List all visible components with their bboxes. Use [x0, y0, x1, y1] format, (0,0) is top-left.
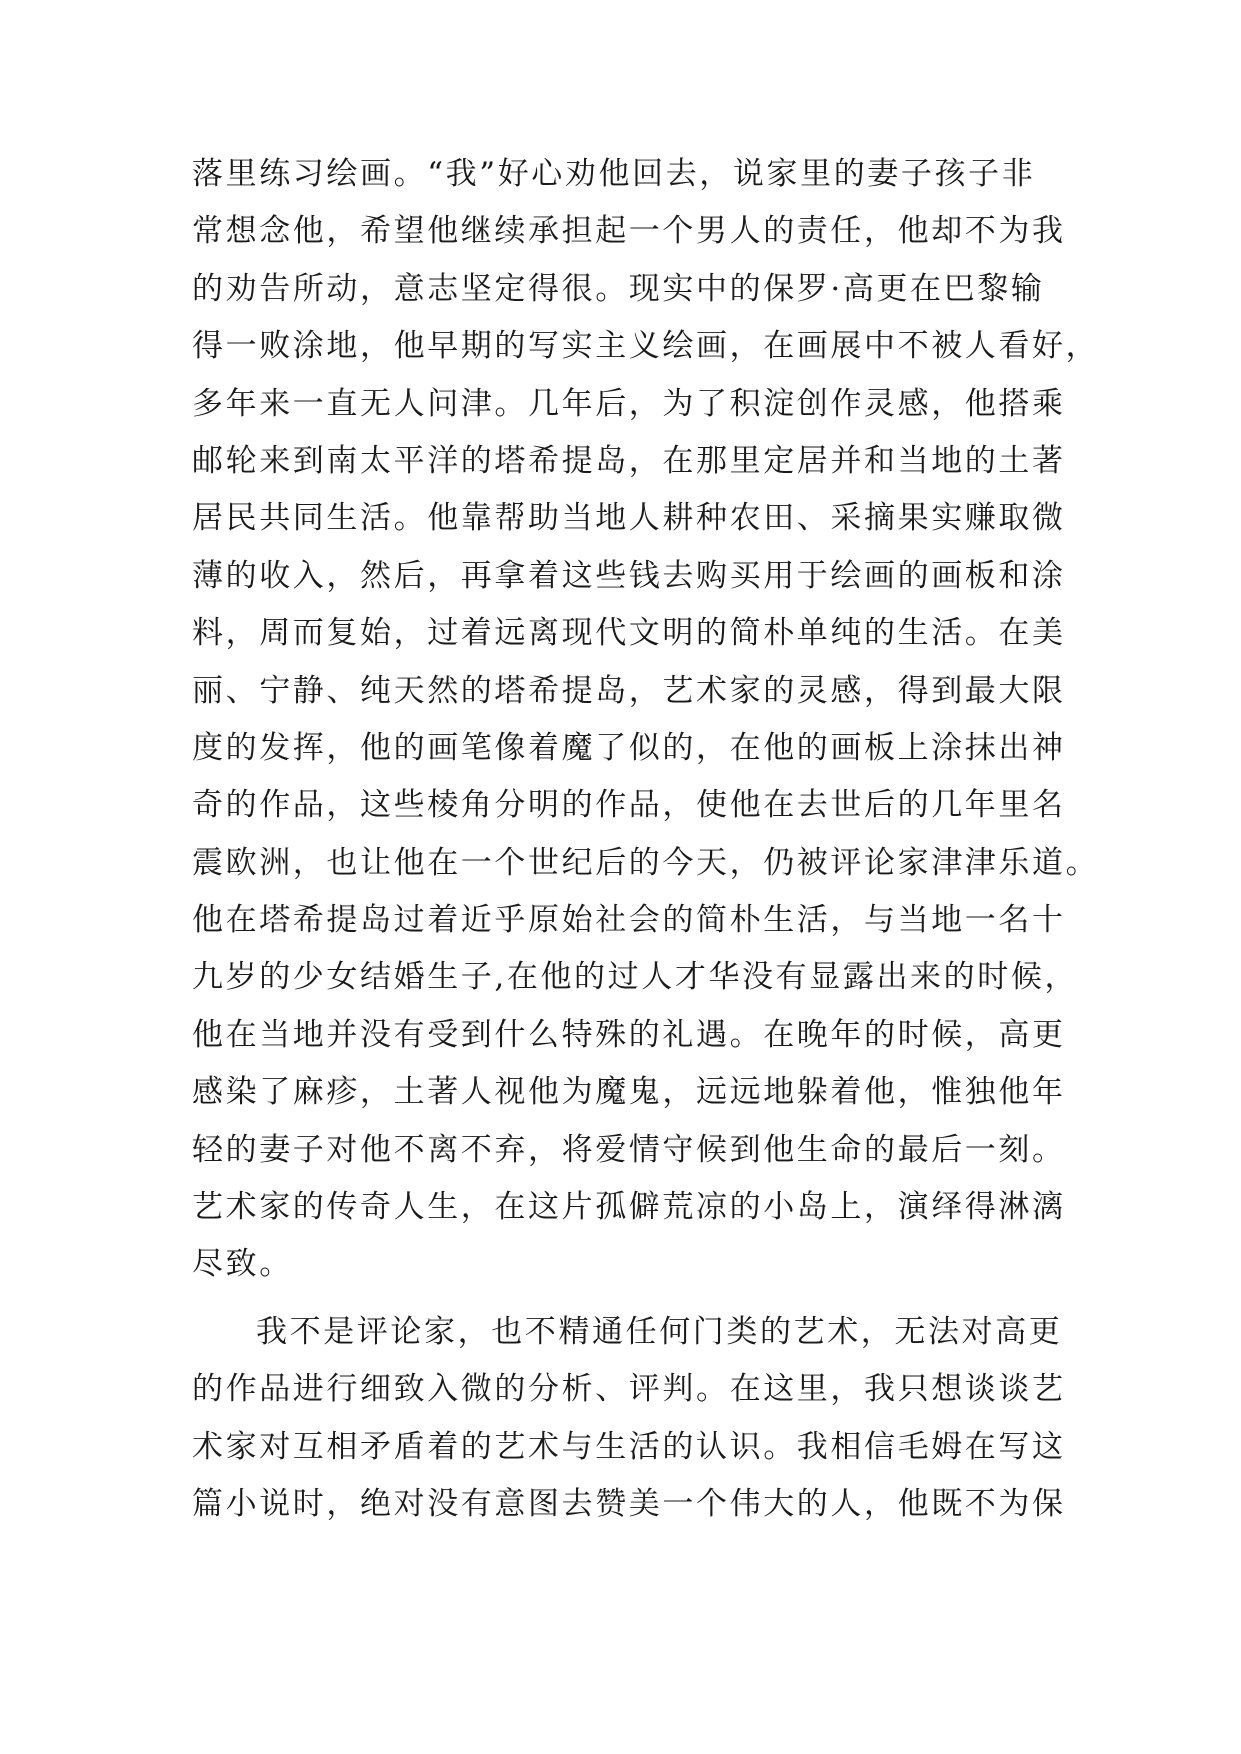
- text-line: 多年来一直无人问津。几年后，为了积淀创作灵感，他搭乘: [192, 385, 1066, 422]
- text-line: 他在塔希提岛过着近乎原始社会的简朴生活，与当地一名十: [192, 902, 1066, 939]
- paragraph-1: [192, 146, 1100, 1294]
- text-line: 的劝告所动，意志坚定得很。现实中的保罗·高更在巴黎输: [192, 270, 1045, 307]
- text-line: 奇的作品，这些棱角分明的作品，使他在去世后的几年里名: [192, 787, 1066, 824]
- text-line: 常想念他，希望他继续承担起一个男人的责任，他却不为我: [192, 213, 1066, 250]
- text-line: 薄的收入，然后，再拿着这些钱去购买用于绘画的画板和涂: [192, 557, 1066, 594]
- text-line: 九岁的少女结婚生子,在他的过人才华没有显露出来的时候，: [192, 959, 1079, 996]
- text-line: 篇小说时，绝对没有意图去赞美一个伟大的人，他既不为保: [192, 1485, 1066, 1522]
- text-line: 落里练习绘画。“我”好心劝他回去，说家里的妻子孩子非: [192, 156, 1036, 192]
- text-line: 的作品进行细致入微的分析、评判。在这里，我只想谈谈艺: [192, 1371, 1066, 1408]
- text-line: 感染了麻疹，土著人视他为魔鬼，远远地躲着他，惟独他年: [192, 1074, 1066, 1111]
- paragraph-spacer: [192, 1294, 1062, 1304]
- text-line: 他在当地并没有受到什么特殊的礼遇。在晚年的时候，高更: [192, 1016, 1066, 1053]
- text-line: 我不是评论家，也不精通任何门类的艺术，无法对高更: [256, 1313, 1063, 1350]
- text-line: 丽、宁静、纯天然的塔希提岛，艺术家的灵感，得到最大限: [192, 672, 1066, 709]
- paragraph-2: [192, 1304, 1066, 1534]
- text-line: 料，周而复始，过着远离现代文明的简朴单纯的生活。在美: [192, 615, 1066, 652]
- text-line: 尽致。: [192, 1246, 293, 1283]
- text-line: 邮轮来到南太平洋的塔希提岛，在那里定居并和当地的土著: [192, 442, 1066, 479]
- text-line: 轻的妻子对他不离不弃，将爱情守候到他生命的最后一刻。: [192, 1131, 1066, 1168]
- text-line: 得一败涂地，他早期的写实主义绘画，在画展中不被人看好，: [192, 328, 1100, 365]
- body-text: [192, 146, 1100, 1533]
- text-line: 术家对互相矛盾着的艺术与生活的认识。我相信毛姆在写这: [192, 1428, 1066, 1465]
- text-line: 艺术家的传奇人生，在这片孤僻荒凉的小岛上，演绎得淋漓: [192, 1189, 1066, 1226]
- text-line: 度的发挥，他的画笔像着魔了似的，在他的画板上涂抹出神: [192, 729, 1066, 766]
- text-line: 居民共同生活。他靠帮助当地人耕种农田、采摘果实赚取微: [192, 500, 1066, 537]
- text-line: 震欧洲，也让他在一个世纪后的今天，仍被评论家津津乐道。: [192, 844, 1100, 881]
